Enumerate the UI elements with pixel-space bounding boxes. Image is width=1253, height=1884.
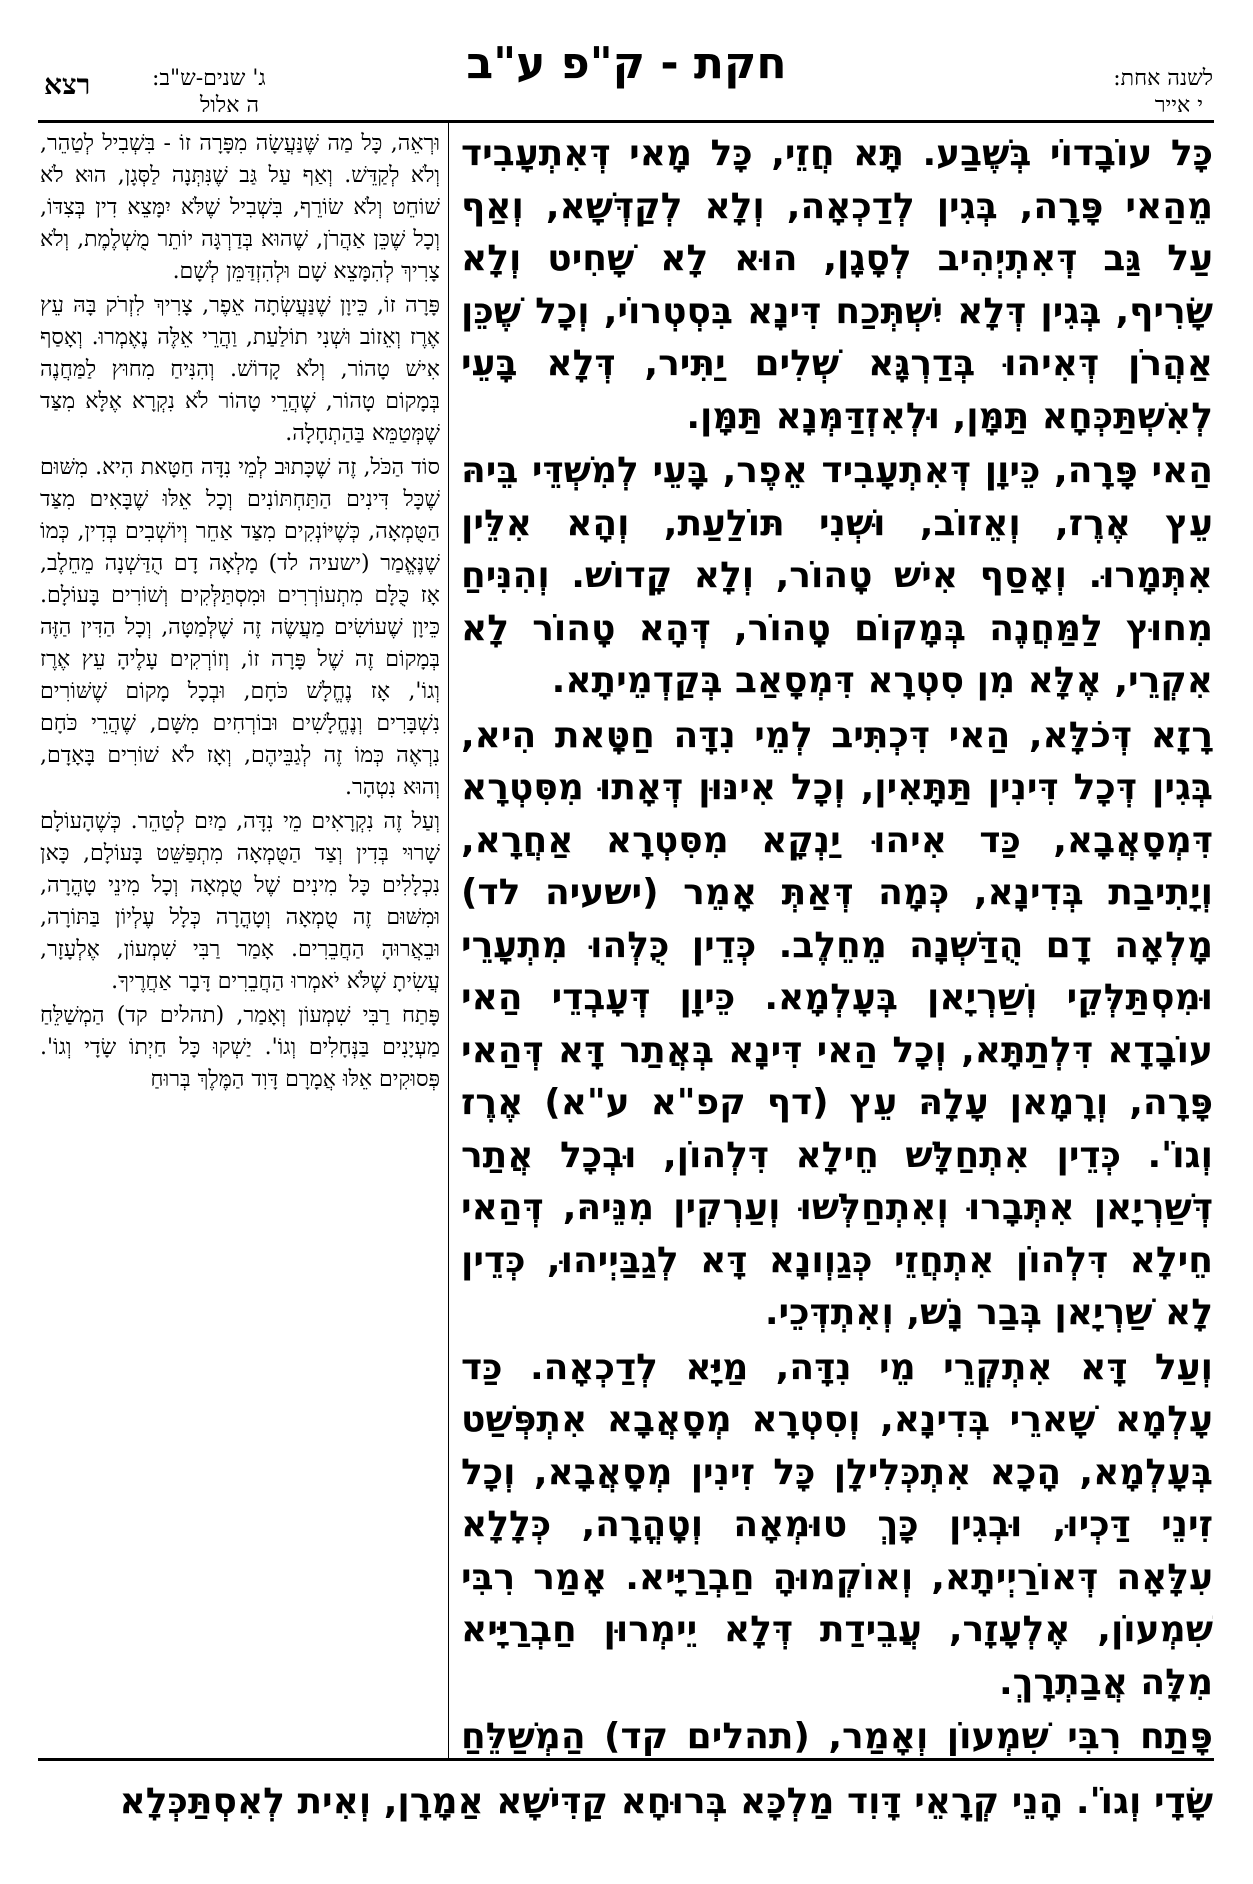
- main-paragraph: הַאי פָּרָה, כֵּיוָן דְּאִתְעָבִיד אֵפֶר, בָּעֵי לְמִשְׁדֵּי בֵּיהּ עֵץ אֶרֶז, וְאֵזוֹב, וּשְׁנִי תּוֹלַעַת, וְהָא אִלֵּין אִתְּמָרוּ. וְאָסַף אִישׁ טָהוֹר, וְלָא קָדוֹשׁ. וְהִנִּיחַ מִחוּץ לַמַּחֲנֶה בְּמָקוֹם טָהוֹר, דְּהָא טָהוֹר לָא אִקְרֵי, אֶלָּא מִן סִטְרָא דִּמְסָאַב בְּקַדְמֵיתָא.: [461, 450, 1213, 701]
- hebrew-translation-column: [40, 128, 440, 1756]
- side-paragraph: וּרְאֵה, כָּל מַה שֶּׁנַּעֲשָׂה מִפָּרָה זוֹ - בִּשְׁבִיל לְטַהֵר, וְלֹא לְקַדֵּשׁ. וְאַף עַל גַּב שֶׁנִּתְּנָה לַסְּגָן, הוּא לֹא שׁוֹחֵט וְלֹא שׂוֹרֵף, בִּשְׁבִיל שֶׁלֹּא יִמָּצֵא דִין בְּצִדּוֹ, וְכָל שֶׁכֵּן אַהֲרֹן, שֶׁהוּא בְּדַרְגָּה יוֹתֵר מֻשְׁלֶמֶת, וְלֹא צָרִיךְ לְהִמָּצֵא שָׁם וּלְהִזְדַּמֵּן לְשָׁם.: [40, 131, 440, 284]
- schedule-three-label: ג' שנים-ש"ב:: [152, 66, 266, 91]
- side-paragraph: וְעַל זֶה נִקְרָאִים מֵי נִדָּה, מַיִם לְטַהֵר. כְּשֶׁהָעוֹלָם שָׁרוּי בְּדִין וְצַד הַטֻּמְאָה מִתְפַּשֵּׁט בָּעוֹלָם, כָּאן נִכְלָלִים כָּל מִינִים שֶׁל טֻמְאָה וְכָל מִינֵי טָהֳרָה, וּמִשּׁוּם זֶה טֻמְאָה וְטָהֳרָה כְּלָל עֶלְיוֹן בַּתּוֹרָה, וּבֵאֲרוּהָ הַחֲבֵרִים. אָמַר רַבִּי שִׁמְעוֹן, אֶלְעָזָר, עֲשִׂיתָ שֶׁלֹּא יֹאמְרוּ הַחֲבֵרִים דָּבָר אַחֲרֶיךָ.: [40, 809, 440, 994]
- main-paragraph: כָּל עוֹבָדוֹי בְּשֶׁבַע. תָּא חֲזֵי, כָּל מָאי דְּאִתְעָבִיד מֵהַאי פָּרָה, בְּגִין לְדַכְאָה, וְלָא לְקַדְּשָׁא, וְאַף עַל גַּב דְּאִתְיְהִיב לְסָגָן, הוּא לָא שָׁחִיט וְלָא שָׂרִיף, בְּגִין דְּלָא יִשְׁתְּכַח דִּינָא בִּסְטְרוֹי, וְכָל שֶׁכֵּן אַהֲרֹן דְּאִיהוּ בְּדַרְגָּא שְׁלִים יַתִּיר, דְּלָא בָּעֵי לְאִשְׁתַּכְּחָא תַּמָּן, וּלְאִזְדַּמְּנָא תַּמָּן.: [461, 133, 1213, 437]
- page-header: [0, 0, 1253, 118]
- main-paragraph: פָּתַח רִבִּי שִׁמְעוֹן וְאָמַר, (תהלים קד) הַמְשַׁלֵּחַ: [461, 1716, 1213, 1756]
- schedule-three-date: ה אלול: [200, 93, 260, 118]
- schedule-year-label: לשנה אחת:: [1113, 66, 1213, 91]
- schedule-year-date: י אייר: [1154, 93, 1203, 118]
- header-rule: [38, 120, 1214, 123]
- side-paragraph: פָּתַח רַבִּי שִׁמְעוֹן וְאָמַר, (תהלים קד) הַמְשַׁלֵּחַ מַעְיָנִים בַּנְּחָלִים וְגוֹ'. יַשְׁקוּ כָּל חַיְתוֹ שָׂדָי וְגוֹ'. פְּסוּקִים אֵלּוּ אֲמָרָם דָּוִד הַמֶּלֶךְ בְּרוּחַ: [40, 1003, 440, 1092]
- side-paragraph: פָּרָה זוֹ, כֵּיוָן שֶׁנַּעֲשְׂתָה אֵפֶר, צָרִיךְ לִזְרֹק בָּהּ עֵץ אֶרֶז וְאֵזוֹב וּשְׁנִי תוֹלַעַת, וַהֲרֵי אֵלֶּה נֶאֶמְרוּ. וְאָסַף אִישׁ טָהוֹר, וְלֹא קָדוֹשׁ. וְהִנִּיחַ מִחוּץ לַמַּחֲנֶה בְּמָקוֹם טָהוֹר, שֶׁהֲרֵי טָהוֹר לֹא נִקְרָא אֶלָּא מִצַּד שֶׁמְּטַמֵּא בַּהַתְחָלָה.: [40, 293, 440, 446]
- column-divider: [448, 122, 449, 1758]
- side-paragraph: סוֹד הַכֹּל, זֶה שֶׁכָּתוּב לְמֵי נִדָּה חַטָּאת הִיא. מִשּׁוּם שֶׁכָּל דִּינִים הַתַּחְתּוֹנִים וְכָל אֵלּוּ שֶׁבָּאִים מִצַּד הַטֻּמְאָה, כְּשֶׁיּוֹנְקִים מִצַּד אַחֵר וְיוֹשְׁבִים בְּדִין, כְּמוֹ שֶׁנֶּאֱמַר (ישעיה לד) מָלְאָה דָם הֻדַּשְׁנָה מֵחֵלֶב, אָז כֻּלָּם מִתְעוֹרְרִים וּמִסְתַּלְּקִים וְשׁוֹרִים בָּעוֹלָם. כֵּיוָן שֶׁעוֹשִׂים מַעֲשֶׂה זֶה שֶׁלְּמַטָּה, וְכָל הַדִּין הַזֶּה בְּמָקוֹם זֶה שֶׁל פָּרָה זוֹ, וְזוֹרְקִים עָלֶיהָ עֵץ אֶרֶז וְגוֹ', אָז נֶחֱלָשׁ כֹּחָם, וּבְכָל מָקוֹם שֶׁשּׁוֹרִים נִשְׁבָּרִים וְנֶחֱלָשִׁים וּבוֹרְחִים מִשָּׁם, שֶׁהֲרֵי כֹּחָם נִרְאֶה כְּמוֹ זֶה לְגַבֵּיהֶם, וְאָז לֹא שׁוֹרִים בָּאָדָם, וְהוּא נִטְהָר.: [40, 455, 440, 800]
- footer-continuation: שָׂדָי וְגוֹ'. הָנֵי קְרָאֵי דָּוִד מַלְכָּא בְּרוּחָא קַדִּישָׁא אַמָרָן, וְאִית לְאִסְתַּכְּלָא: [119, 1781, 1213, 1822]
- main-paragraph: וְעַל דָּא אִתְקְרֵי מֵי נִדָּה, מַיָּא לְדַכְאָה. כַּד עָלְמָא שָׁארֵי בְּדִינָא, וְסִטְרָא מְסָאֲבָא אִתְפְּשַׁט בְּעָלְמָא, הָכָא אִתְכְּלִילָן כָּל זִינִין מְסָאֲבָא, וְכָל זִינֵי דַּכְיוּ, וּבְגִין כָּךְ טוּמְאָה וְטָהֳרָה, כְּלָלָא עִלָּאָה דְּאוֹרַיְיתָא, וְאוֹקְמוּהָ חַבְרַיָּיא. אָמַר רִבִּי שִׁמְעוֹן, אֶלְעָזָר, עֲבֵידַת דְּלָא יֵימְרוּן חַבְרַיָּיא מִלָּה אֲבַתְרָךְ.: [461, 1346, 1213, 1703]
- aramaic-column: [461, 128, 1213, 1756]
- footer-rule: [38, 1758, 1214, 1761]
- page-title: חקת - ק"פ ע"ב: [466, 38, 787, 89]
- main-paragraph: רָזָא דְּכֹלָּא, הַאי דִּכְתִּיב לְמֵי נִדָּה חַטָּאת הִיא, בְּגִין דְּכָל דִּינִין תַּתָּאִין, וְכָל אִינּוּן דְּאָתוּ מִסִּטְרָא דִּמְסָאֲבָא, כַּד אִיהוּ יַנְקָא מִסִּטְרָא אַחֲרָא, וְיָתִיבַת בְּדִינָא, כְּמָה דְּאַתְּ אָמֵר (ישעיה לד) מָלְאָה דָם הֻדַּשְׁנָה מֵחֵלֶב. כְּדֵין כֻּלְּהוּ מִתְעָרֵי וּמִסְתַּלְּקֵי וְשַׁרְיָאן בְּעָלְמָא. כֵּיוָן דְּעָבְדֵי הַאי עוֹבָדָא דִּלְתַתָּא, וְכָל הַאי דִּינָא בְּאֲתַר דָּא דְּהַאי פָּרָה, וְרָמָאן עָלָהּ עֵץ (דף קפ"א ע"א) אֶרֶז וְגוֹ'. כְּדֵין אִתְחַלָּשׁ חֵילָא דִּלְהוֹן, וּבְכָל אֲתַר דְּשַׁרְיָאן אִתְּבָרוּ וְאִתְחַלְּשׁוּ וְעַרְקִין מִנֵּיהּ, דְּהַאי חֵילָא דִּלְהוֹן אִתְחֲזֵי כְּגַוְונָא דָּא לְגַבַּיְיהוּ, כְּדֵין לָא שַׁרְיָאן בְּבַר נָשׁ, וְאִתְדְּכֵי.: [461, 714, 1213, 1333]
- page-number: רצא: [44, 68, 91, 101]
